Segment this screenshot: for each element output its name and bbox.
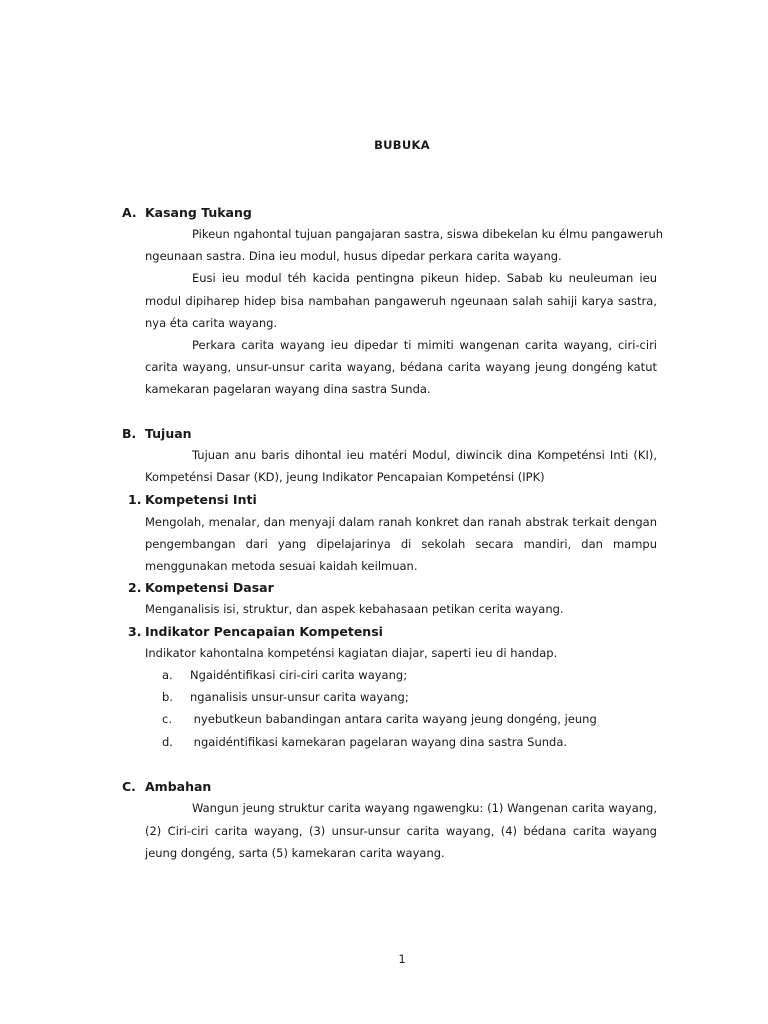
paragraph-line: kamekaran pagelaran wayang dina sastra Sunda. [145, 382, 431, 396]
paragraph-line: Kompeténsi Dasar (KD), jeung Indikator Pencapaian Kompeténsi (IPK) [145, 470, 545, 484]
list-marker: b. [162, 690, 173, 704]
section-a-heading [122, 205, 252, 220]
paragraph-line: Mengolah, menalar, dan menyaji dalam ranah konkret dan ranah abstrak terkait dengan [145, 515, 657, 529]
section-c-title: Ambahan [145, 779, 212, 794]
paragraph-line: (2) Ciri-ciri carita wayang, (3) unsur-unsur carita wayang, (4) bédana carita wayang [145, 824, 657, 838]
paragraph-line: pengembangan dari yang dipelajarinya di sekolah secara mandiri, dan mampu [145, 537, 657, 551]
page-title: BUBUKA [374, 138, 430, 152]
list-item-text: nganalisis unsur-unsur carita wayang; [190, 690, 409, 704]
list-marker: d. [162, 735, 173, 749]
list-marker: c. [162, 712, 172, 726]
section-b-title: Tujuan [145, 426, 192, 441]
section-c-heading [122, 779, 211, 794]
section-b-heading [122, 426, 192, 441]
paragraph-line: carita wayang, unsur-unsur carita wayang, bédana carita wayang jeung dongéng katut [145, 360, 657, 374]
subsection-1-number: 1. [128, 492, 142, 507]
list-item-text: nyebutkeun babandingan antara carita wayang jeung dongéng, jeung [190, 712, 597, 726]
section-a-title: Kasang Tukang [145, 205, 252, 220]
list-item-text: Ngaidéntifikasi ciri-ciri carita wayang; [190, 668, 408, 682]
subsection-1-title: Kompetensi Inti [145, 492, 257, 507]
subsection-1-heading [128, 492, 257, 507]
section-a-letter: A. [122, 205, 137, 220]
paragraph-line: Tujuan anu baris dihontal ieu matéri Modul, diwincik dina Kompeténsi Inti (KI), [192, 448, 657, 462]
list-item [162, 712, 597, 726]
paragraph-line: Pikeun ngahontal tujuan pangajaran sastra, siswa dibekelan ku élmu pangaweruh [192, 227, 664, 241]
list-marker: a. [162, 668, 173, 682]
paragraph-line: jeung dongéng, sarta (5) kamekaran carita wayang. [145, 846, 445, 860]
list-item [162, 735, 567, 749]
section-b-letter: B. [122, 426, 137, 441]
subsection-3-title: Indikator Pencapaian Kompetensi [145, 624, 383, 639]
paragraph-line: ngeunaan sastra. Dina ieu modul, husus dipedar perkara carita wayang. [145, 249, 562, 263]
subsection-3-heading [128, 624, 383, 639]
paragraph-line: menggunakan metoda sesuai kaidah keilmuan. [145, 559, 418, 573]
section-c-letter: C. [122, 779, 136, 794]
paragraph-line: nya éta carita wayang. [145, 316, 278, 330]
paragraph-line: Indikator kahontalna kompeténsi kagiatan diajar, saperti ieu di handap. [145, 646, 558, 660]
list-item [162, 668, 407, 682]
subsection-2-title: Kompetensi Dasar [145, 580, 274, 595]
paragraph-line: modul dipiharep hidep bisa nambahan pangaweruh ngeunaan salah sahiji karya sastra, [145, 294, 657, 308]
list-item [162, 690, 409, 704]
subsection-2-number: 2. [128, 580, 142, 595]
paragraph-line: Menganalisis isi, struktur, dan aspek kebahasaan petikan cerita wayang. [145, 602, 564, 616]
paragraph-line: Wangun jeung struktur carita wayang ngawengku: (1) Wangenan carita wayang, [192, 801, 657, 815]
subsection-3-number: 3. [128, 624, 142, 639]
paragraph-line: Eusi ieu modul téh kacida pentingna pikeun hidep. Sabab ku neuleuman ieu [192, 271, 657, 285]
list-item-text: ngaidéntifikasi kamekaran pagelaran wayang dina sastra Sunda. [190, 735, 568, 749]
paragraph-line: Perkara carita wayang ieu dipedar ti mimiti wangenan carita wayang, ciri-ciri [192, 338, 657, 352]
subsection-2-heading [128, 580, 274, 595]
page-number: 1 [398, 952, 406, 966]
